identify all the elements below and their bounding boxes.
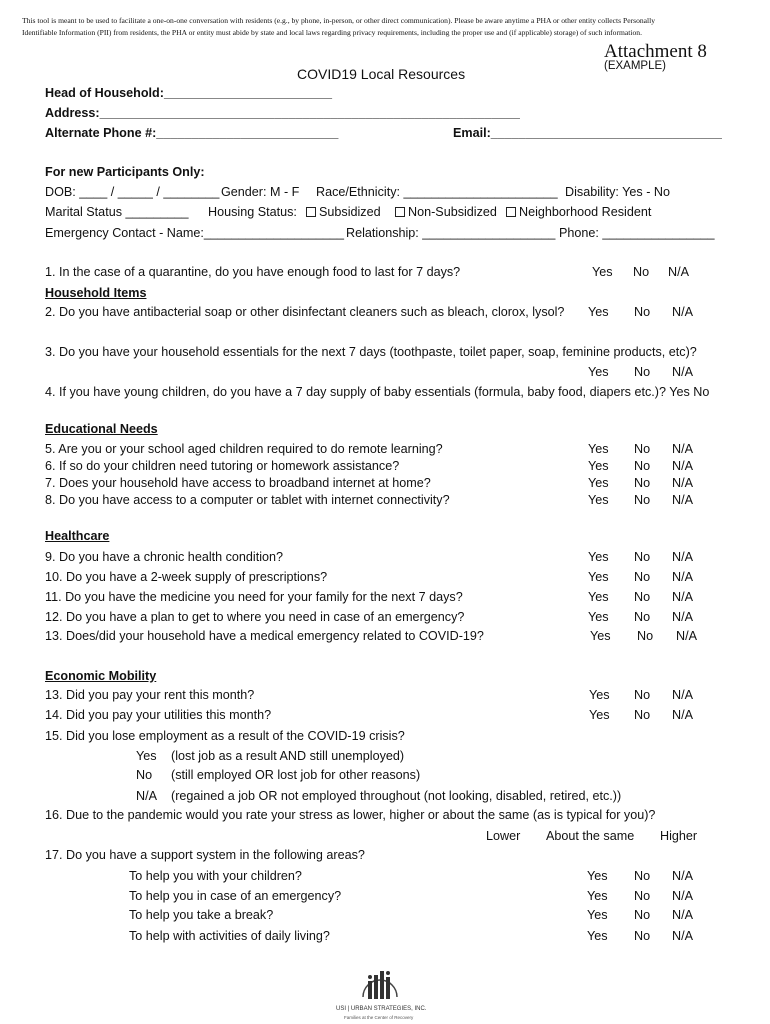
dob-field[interactable]: DOB: ____ / _____ / ________ — [45, 185, 220, 199]
answer-na[interactable]: N/A — [676, 629, 697, 643]
answer-no[interactable]: No — [634, 869, 651, 883]
answer-yes[interactable]: Yes — [588, 493, 609, 507]
answer-yes[interactable]: Yes — [590, 629, 611, 643]
address-field[interactable]: Address:____________________________________________________________ — [45, 106, 520, 120]
email-field[interactable]: Email:_________________________________ — [453, 126, 722, 140]
answer-yes[interactable]: Yes — [589, 688, 610, 702]
answer-na[interactable]: N/A — [672, 590, 693, 604]
answer-no[interactable]: No — [634, 305, 651, 319]
answer-no[interactable]: No — [634, 550, 651, 564]
answer-na[interactable]: N/A — [668, 265, 689, 279]
answer-yes[interactable]: Yes — [587, 889, 608, 903]
answer-yes[interactable]: Yes — [588, 365, 609, 379]
option-yes-desc: (lost job as a result AND still unemployed) — [171, 749, 405, 763]
answer-about-same[interactable]: About the same — [546, 829, 635, 843]
answer-yes[interactable]: Yes — [588, 459, 609, 473]
question-16: 16. Due to the pandemic would you rate your stress as lower, higher or about the same (as is typical for you)? — [45, 808, 656, 822]
question-6: 6. If so do your children need tutoring or homework assistance? — [45, 459, 400, 473]
relationship-field[interactable]: Relationship: ___________________ — [346, 226, 556, 240]
neighborhood-label: Neighborhood Resident — [519, 205, 652, 219]
answer-no[interactable]: No — [634, 459, 651, 473]
disclaimer-line-1: This tool is meant to be used to facilitate a one-on-one conversation with residents (e.g., by phone, in-person, or other direct communication). Please be aware anytime a PHA or other entity collects Personally — [22, 16, 656, 25]
answer-no[interactable]: No — [634, 610, 651, 624]
question-9: 9. Do you have a chronic health condition? — [45, 550, 284, 564]
answer-yes[interactable]: Yes — [587, 929, 608, 943]
support-item: To help you in case of an emergency? — [129, 889, 342, 903]
page-title: COVID19 Local Resources — [297, 66, 466, 82]
option-subsidized[interactable] — [302, 205, 381, 219]
answer-na[interactable]: N/A — [672, 305, 693, 319]
checkbox-subsidized[interactable] — [306, 207, 316, 217]
section-household-items: Household Items — [45, 286, 147, 300]
support-item: To help you take a break? — [129, 908, 274, 922]
answer-yes[interactable]: Yes — [588, 476, 609, 490]
option-yes[interactable]: Yes — [136, 749, 157, 763]
question-11: 11. Do you have the medicine you need for your family for the next 7 days? — [45, 590, 463, 604]
answer-no[interactable]: No — [634, 590, 651, 604]
answer-no[interactable]: No — [634, 688, 651, 702]
answer-no[interactable]: No — [634, 365, 651, 379]
footer-tagline: Families at the Center of Recovery — [344, 1015, 414, 1020]
answer-no[interactable]: No — [634, 476, 651, 490]
answer-no[interactable]: No — [634, 929, 651, 943]
answer-yes[interactable]: Yes — [588, 442, 609, 456]
question-8: 8. Do you have access to a computer or tablet with internet connectivity? — [45, 493, 450, 507]
option-neighborhood-resident[interactable] — [502, 205, 651, 219]
question-13-rent: 13. Did you pay your rent this month? — [45, 688, 255, 702]
answer-yes[interactable]: Yes — [588, 550, 609, 564]
answer-yes[interactable]: Yes — [587, 908, 608, 922]
question-5: 5. Are you or your school aged children required to do remote learning? — [45, 442, 443, 456]
answer-no[interactable]: No — [634, 908, 651, 922]
housing-status-label: Housing Status: — [208, 205, 297, 219]
new-participants-heading: For new Participants Only: — [45, 165, 205, 179]
section-economic-mobility: Economic Mobility — [45, 669, 157, 683]
answer-na[interactable]: N/A — [672, 708, 693, 722]
head-of-household-field[interactable]: Head of Household:________________________ — [45, 86, 333, 100]
question-12: 12. Do you have a plan to get to where you need in case of an emergency? — [45, 610, 465, 624]
question-14-utilities: 14. Did you pay your utilities this month? — [45, 708, 272, 722]
answer-yes[interactable]: Yes — [587, 869, 608, 883]
disability-field[interactable]: Disability: Yes - No — [565, 185, 670, 199]
gender-field[interactable]: Gender: M - F — [221, 185, 300, 199]
answer-na[interactable]: N/A — [672, 688, 693, 702]
footer-org: USI | URBAN STRATEGIES, INC. — [336, 1006, 427, 1012]
question-4: 4. If you have young children, do you have a 7 day supply of baby essentials (formula, baby food, diapers etc.)? Yes No — [45, 385, 710, 399]
emergency-contact-field[interactable]: Emergency Contact - Name:____________________ — [45, 226, 344, 240]
answer-na[interactable]: N/A — [672, 570, 693, 584]
question-7: 7. Does your household have access to broadband internet at home? — [45, 476, 431, 490]
question-2: 2. Do you have antibacterial soap or other disinfectant cleaners such as bleach, clorox, lysol? — [45, 305, 565, 319]
checkbox-neighborhood[interactable] — [506, 207, 516, 217]
disclaimer-line-2: Identifiable Information (PII) from residents, the PHA or entity must abide by state and local laws regarding privacy requirements, including the proper use and (if applicable) storage) of such information. — [22, 28, 642, 37]
answer-na[interactable]: N/A — [672, 365, 693, 379]
answer-yes[interactable]: Yes — [589, 708, 610, 722]
answer-na[interactable]: N/A — [672, 459, 693, 473]
answer-no[interactable]: No — [637, 629, 654, 643]
answer-na[interactable]: N/A — [672, 550, 693, 564]
non-subsidized-label: Non-Subsidized — [408, 205, 497, 219]
answer-yes[interactable]: Yes — [588, 610, 609, 624]
answer-lower[interactable]: Lower — [486, 829, 521, 843]
answer-higher[interactable]: Higher — [660, 829, 698, 843]
section-educational-needs: Educational Needs — [45, 422, 158, 436]
attachment-label: Attachment 8 — [604, 41, 707, 62]
usi-logo-icon — [355, 967, 405, 1003]
marital-status-field[interactable]: Marital Status _________ — [45, 205, 189, 219]
option-na-desc: (regained a job OR not employed throughout (not looking, disabled, retired, etc.)) — [171, 789, 622, 803]
answer-na[interactable]: N/A — [672, 610, 693, 624]
question-13: 13. Does/did your household have a medical emergency related to COVID-19? — [45, 629, 484, 643]
question-17: 17. Do you have a support system in the following areas? — [45, 848, 365, 862]
question-1: 1. In the case of a quarantine, do you have enough food to last for 7 days? — [45, 265, 461, 279]
answer-na[interactable]: N/A — [672, 908, 693, 922]
checkbox-non-subsidized[interactable] — [395, 207, 405, 217]
option-no-desc: (still employed OR lost job for other reasons) — [171, 768, 421, 782]
answer-na[interactable]: N/A — [672, 442, 693, 456]
question-15: 15. Did you lose employment as a result of the COVID-19 crisis? — [45, 729, 405, 743]
alternate-phone-field[interactable]: Alternate Phone #:__________________________ — [45, 126, 339, 140]
answer-na[interactable]: N/A — [672, 869, 693, 883]
example-label: (EXAMPLE) — [604, 60, 666, 72]
answer-yes[interactable]: Yes — [588, 305, 609, 319]
usi-logo — [355, 967, 405, 1003]
option-non-subsidized[interactable] — [391, 205, 497, 219]
answer-na[interactable]: N/A — [672, 929, 693, 943]
answer-yes[interactable]: Yes — [588, 570, 609, 584]
answer-na[interactable]: N/A — [672, 889, 693, 903]
answer-no[interactable]: No — [634, 493, 651, 507]
answer-no[interactable]: No — [634, 889, 651, 903]
answer-yes[interactable]: Yes — [592, 265, 613, 279]
section-healthcare: Healthcare — [45, 529, 110, 543]
support-item: To help with activities of daily living? — [129, 929, 330, 943]
question-3: 3. Do you have your household essentials for the next 7 days (toothpaste, toilet paper, soap, feminine products, etc)? — [45, 345, 697, 359]
answer-no[interactable]: No — [634, 442, 651, 456]
answer-na[interactable]: N/A — [672, 476, 693, 490]
subsidized-label: Subsidized — [319, 205, 381, 219]
answer-yes[interactable]: Yes — [588, 590, 609, 604]
answer-no[interactable]: No — [634, 570, 651, 584]
question-10: 10. Do you have a 2-week supply of prescriptions? — [45, 570, 328, 584]
phone-field[interactable]: Phone: ________________ — [559, 226, 715, 240]
answer-na[interactable]: N/A — [672, 493, 693, 507]
race-field[interactable]: Race/Ethnicity: ______________________ — [316, 185, 558, 199]
answer-no[interactable]: No — [633, 265, 650, 279]
option-no[interactable]: No — [136, 768, 153, 782]
option-na[interactable]: N/A — [136, 789, 157, 803]
support-item: To help you with your children? — [129, 869, 302, 883]
answer-no[interactable]: No — [634, 708, 651, 722]
